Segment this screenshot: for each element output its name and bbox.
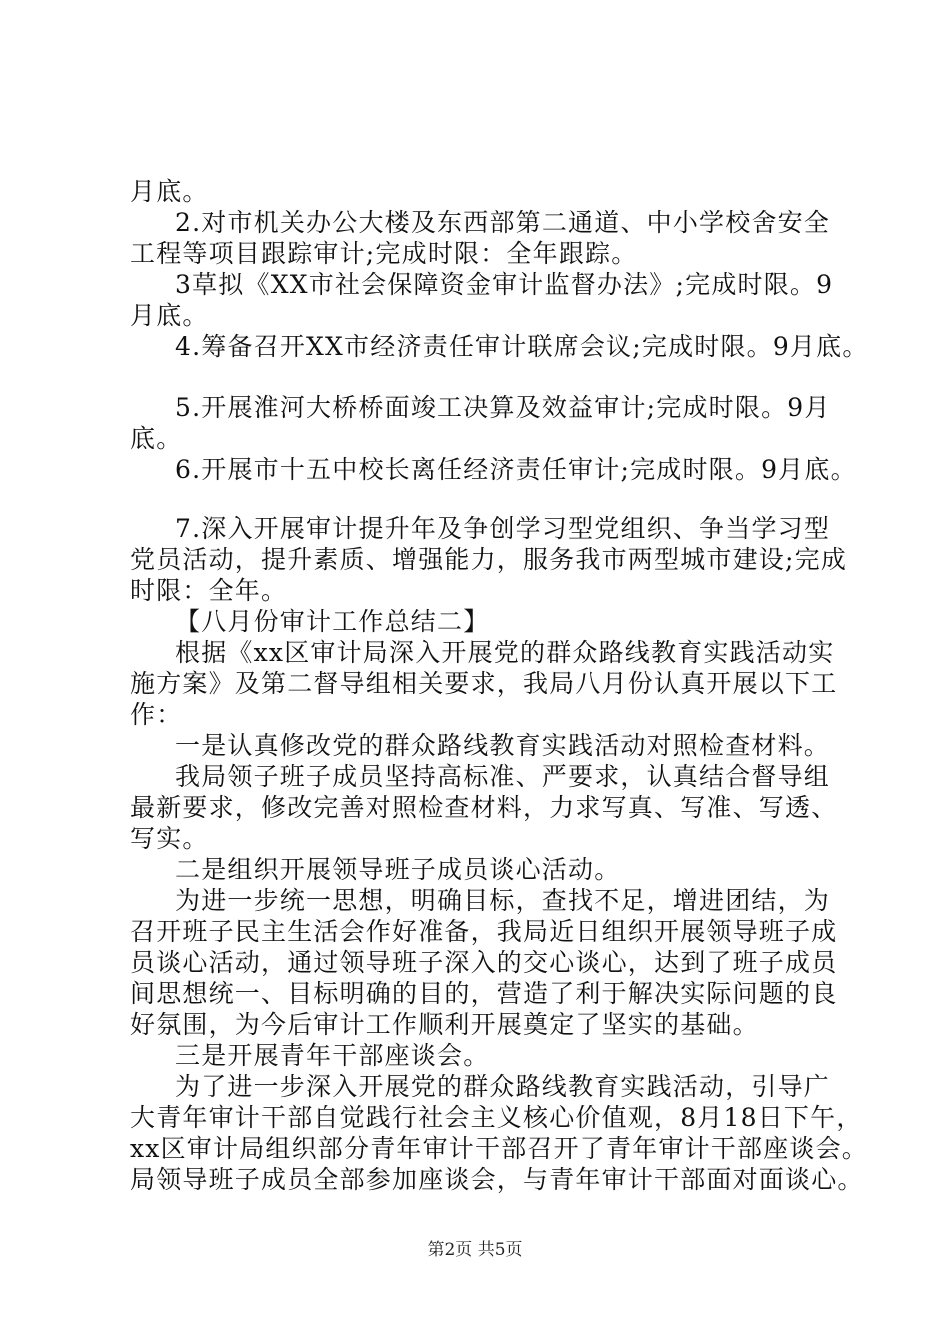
text-line: 月底。	[130, 301, 209, 330]
text-line: 根据《xx区审计局深入开展党的群众路线教育实践活动实	[175, 638, 835, 667]
text-line: 召开班子民主生活会作好准备，我局近日组织开展领导班子成	[130, 917, 838, 946]
text-line: 好氛围，为今后审计工作顺利开展奠定了坚实的基础。	[130, 1010, 759, 1039]
text-line: 员谈心活动，通过领导班子深入的交心谈心，达到了班子成员	[130, 948, 838, 977]
text-line: 一是认真修改党的群众路线教育实践活动对照检查材料。	[175, 731, 831, 760]
text-line: 工程等项目跟踪审计;完成时限：全年跟踪。	[130, 239, 638, 268]
text-line: 底。	[130, 424, 183, 453]
text-line: 大青年审计干部自觉践行社会主义核心价值观，8月18日下午，	[130, 1103, 863, 1132]
text-line: 为进一步统一思想，明确目标，查找不足，增进团结，为	[175, 886, 831, 915]
text-line: 最新要求，修改完善对照检查材料，力求写真、写准、写透、	[130, 793, 838, 822]
text-line: 4.筹备召开XX市经济责任审计联席会议;完成时限。9月底。	[175, 332, 869, 361]
text-line: 6.开展市十五中校长离任经济责任审计;完成时限。9月底。	[175, 455, 857, 484]
page-number: 第2页 共5页	[427, 1240, 523, 1260]
text-line: 施方案》及第二督导组相关要求，我局八月份认真开展以下工	[130, 669, 838, 698]
section-heading: 【八月份审计工作总结二】	[175, 607, 490, 636]
text-line: 党员活动，提升素质、增强能力，服务我市两型城市建设;完成	[130, 545, 848, 574]
text-line: 时限：全年。	[130, 576, 288, 605]
text-line: 作：	[130, 700, 183, 729]
text-line: 我局领子班子成员坚持高标准、严要求，认真结合督导组	[175, 762, 831, 791]
text-line: 5.开展淮河大桥桥面竣工决算及效益审计;完成时限。9月	[175, 393, 831, 422]
text-line: 写实。	[130, 824, 209, 853]
text-line: 3草拟《XX市社会保障资金审计监督办法》;完成时限。9	[175, 270, 834, 299]
text-line: 月底。	[130, 177, 209, 206]
text-line: 7.深入开展审计提升年及争创学习型党组织、争当学习型	[175, 514, 831, 543]
text-line: 为了进一步深入开展党的群众路线教育实践活动，引导广	[175, 1072, 831, 1101]
text-line: 2.对市机关办公大楼及东西部第二通道、中小学校舍安全	[175, 208, 831, 237]
text-line: xx区审计局组织部分青年审计干部召开了青年审计干部座谈会。	[130, 1134, 869, 1163]
text-line: 三是开展青年干部座谈会。	[175, 1041, 490, 1070]
text-line: 二是组织开展领导班子成员谈心活动。	[175, 855, 621, 884]
text-line: 间思想统一、目标明确的目的，营造了利于解决实际问题的良	[130, 979, 838, 1008]
text-line: 局领导班子成员全部参加座谈会，与青年审计干部面对面谈心。	[130, 1165, 864, 1194]
